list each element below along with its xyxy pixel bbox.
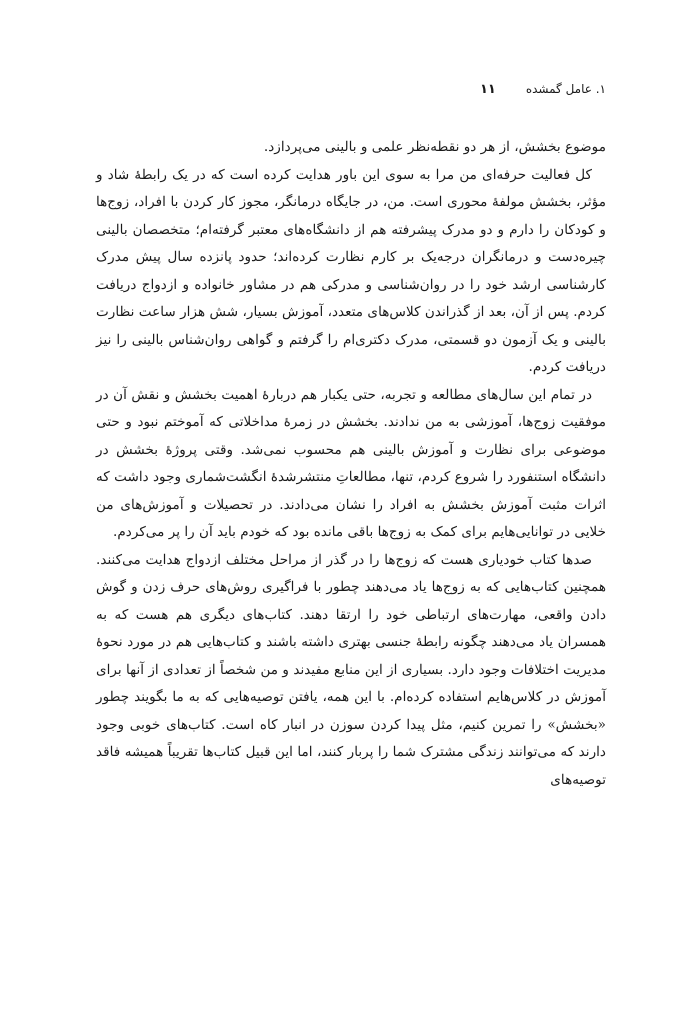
paragraph-continued: موضوع بخشش، از هر دو نقطه‌نظر علمی و بالینی می‌پردازد.: [263, 139, 606, 155]
paragraph: در تمام این سال‌های مطالعه و تجربه، حتی یکبار هم دربارهٔ اهمیت بخشش و نقش آن در موفقیت زوج‌ها، آموزشی به من ندادند. بخشش در زمرهٔ مداخلاتی که آموختم نبود و حتی موضوعی برای نظارت و آموزش بالینی هم محسوب نمی‌شد. وقتی پروژهٔ بخشش در دانشگاه استنفورد را شروع کردم، تنها، مطالعاتِ منتشرشدهٔ انگشت‌شماری وجود داشت که اثرات مثبت آموزش بخشش به افراد را نشان می‌دادند. در تحصیلات و آموزش‌های من خلایی در توانایی‌هایم برای کمک به زوج‌ها باقی مانده بود که خودم باید آن را پر می‌کردم.: [96, 386, 606, 540]
paragraph: صدها کتاب خودیاری هست که زوج‌ها را در گذر از مراحل مختلف ازدواج هدایت می‌کنند. همچنین کتاب‌هایی که به زوج‌ها یاد می‌دهند چطور با فراگیری روش‌های حرف زدن و گوش دادن واقعی، مهارت‌های ارتباطی خود را ارتقا دهند. کتاب‌های دیگری هم هست که به همسران یاد می‌دهند چگونه رابطهٔ جنسی بهتری داشته باشند و کتاب‌هایی هم در مورد نحوهٔ مدیریت اختلافات وجود دارد. بسیاری از این منابع مفیدند و من شخصاً از تعدادی از آنها برای آموزش در کلاس‌هایم استفاده کرده‌ام. با این همه، یافتن توصیه‌هایی که به ما بگویند چطور «بخشش» را تمرین کنیم، مثل پیدا کردن سوزن در انبار کاه است. کتاب‌های خوبی وجود دارند که می‌توانند زندگی مشترک شما را پربار کنند، اما این قبیل کتاب‌ها تقریباً همیشه فاقد توصیه‌های: [96, 551, 606, 788]
body-text: [96, 134, 606, 794]
running-header: [96, 82, 606, 110]
chapter-title: ۱. عامل گمشده: [525, 82, 606, 96]
paragraph: کل فعالیت حرفه‌ای من مرا به سوی این باور هدایت کرده است که در یک رابطهٔ شاد و مؤثر، بخشش مولفهٔ محوری است. من، در جایگاه درمانگر، مجوز کار کردن با افراد، زوج‌ها و کودکان را دارم و دو مدرک پیشرفته هم از دانشگاه‌های معتبر گرفته‌ام؛ متخصصان بالینی چیره‌دست و درمانگران درجه‌یک بر کارم نظارت کرده‌اند؛ حدود پانزده سال پیش مدرک کارشناسی ارشد خود را در روان‌شناسی و مدرکی هم در مشاور خانواده و ازدواج دریافت کردم. پس از آن، بعد از گذراندن کلاس‌های متعدد، آموزش بسیار، شش هزار ساعت نظارت بالینی و یک آزمون دو قسمتی، مدرک دکتری‌ام را گرفتم و گواهی روان‌شناس بالینی را نیز دریافت کردم.: [96, 166, 606, 375]
page-number: ۱۱: [479, 82, 496, 97]
